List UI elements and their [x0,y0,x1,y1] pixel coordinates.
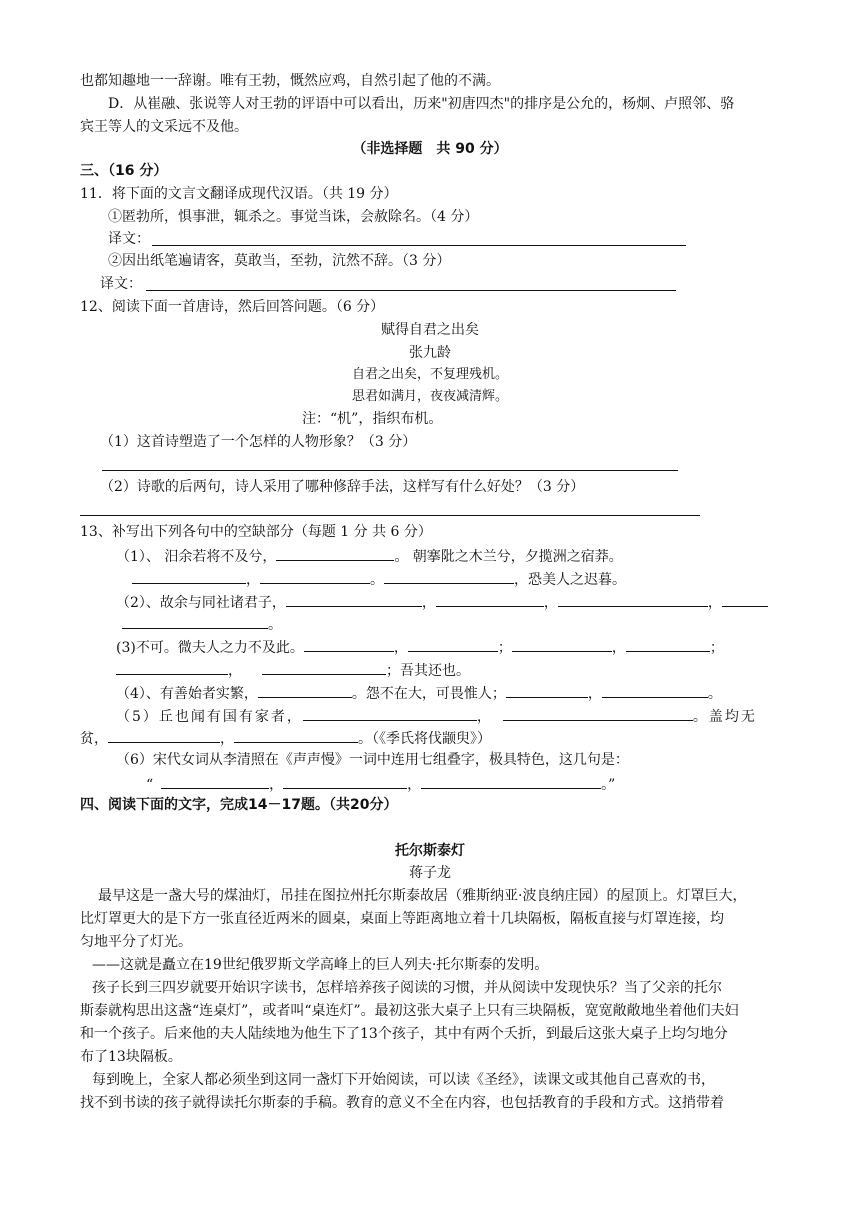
q13-item4-text-a: （4）、有善始者实繁， [116,686,258,702]
section3-title: 三、（16 分） [80,163,168,179]
article-author: 蒋子龙 [409,865,451,881]
q13-item4 [116,683,722,703]
q13-item1-line2 [132,569,626,589]
q11-answer2-label: 译文： [100,276,142,292]
q13-item1-text-b: 。 朝搴阰之木兰兮，夕揽洲之宿莽。 [394,549,623,565]
article-p1-line2: 比灯罩更大的是下方一张直径近两米的圆桌，桌面上等距离地立着十几块隔板，隔板直接与灯罩连接，均 [80,911,724,927]
punct: ， [611,640,626,656]
q13-item3-line1 [116,637,724,657]
punct: ， [543,595,558,611]
punct: 。 [370,572,384,588]
q13-blank[interactable] [286,592,422,607]
q13-blank[interactable] [503,706,693,721]
punct: “ [146,777,154,793]
q12-sub1: （1）这首诗塑造了一个怎样的人物形象？（3 分） [100,434,417,450]
punct: 。 [268,617,282,633]
option-c-tail: 也都知趣地一一辞谢。唯有王勃，慨然应鸡，自然引起了他的不满。 [80,73,500,89]
article-p3-line1: 孩子长到三四岁就要开始识字读书，怎样培养孩子阅读的习惯，并从阅读中发现快乐？当了父亲的托尔 [92,980,722,996]
article-p3-line3: 和一个孩子。后来他的夫人陆续地为他生下了13个孩子，其中有两个夭折，到最后这张大桌子上均匀地分 [80,1026,728,1042]
punct: 。 [707,686,722,702]
punct: 。” [601,777,616,793]
q13-item5-text-b: 。盖均无 [692,709,757,725]
punct: ， [228,663,242,679]
q13-item5-text-c: 贫， [80,731,108,747]
q13-item2-line2 [122,614,282,634]
q11-answer2-line[interactable] [146,290,676,291]
q13-item5-line2 [80,728,491,748]
punct: ， [421,595,436,611]
article-p3-line2: 斯泰就构思出这盏“连桌灯”，或者叫“桌连灯”。最初这张大桌子上只有三块隔板，宽宽敞敞地坐着他们夫妇 [80,1003,739,1019]
q12-sub2-answer-line[interactable] [80,515,700,516]
q13-blank[interactable] [283,774,407,789]
q13-item2-line1 [116,592,768,612]
q13-blank[interactable] [122,614,268,629]
punct: ， [269,777,284,793]
poem-note: 注：“机”，指织布机。 [302,411,443,427]
q13-item3-text: (3)不可。微夫人之力不及此。 [116,640,304,656]
q13-blank[interactable] [558,592,708,607]
q13-item6-line2 [146,774,615,794]
q13-item6-line1: （6）宋代女词从李清照在《声声慢》一词中连用七组叠字，极具特色，这几句是： [116,752,629,768]
poem-line-2: 思君如满月，夜夜减清辉。 [351,389,508,404]
q13-item1-text-c: ，恐美人之迟暮。 [514,572,626,588]
option-d-line1: D．从崔融、张说等人对王勃的评语中可以看出，历来"初唐四杰"的排序是公允的，杨炯、卢照邻、骆 [108,96,735,112]
q13-blank[interactable] [436,592,544,607]
punct: ； [497,640,512,656]
q13-blank[interactable] [421,774,601,789]
article-p4-line2: 找不到书读的孩子就得读托尔斯泰的手稿。教育的意义不全在内容，也包括教育的手段和方式。这捎带着 [80,1095,724,1111]
article-title: 托尔斯泰灯 [395,843,465,859]
q13-item1-line1 [116,546,623,566]
article-p4-line1: 每到晚上，全家人都必须坐到这同一盏灯下开始阅读，可以读《圣经》，读课文或其他自己喜欢的书， [92,1072,715,1088]
part-header: （非选择题 共 90 分） [352,141,508,157]
q11-sentence1: ①匿勃所，惧事泄，辄杀之。事觉当诛，会赦除名。（4 分） [108,209,479,225]
q13-item5-text-a: （5）丘也闻有国有家者， [116,709,303,725]
q13-item2-text: （2）、故余与同社诸君子， [116,595,286,611]
q13-blank[interactable] [108,728,220,743]
q13-blank[interactable] [234,728,358,743]
q13-blank[interactable] [258,683,352,698]
q13-item3-text-end: ；吾其还也。 [386,663,470,679]
q13-item1-text-a: （1）、 汨余若将不及兮， [116,549,277,565]
q12-sub2: （2）诗歌的后两句，诗人采用了哪种修辞手法，这样写有什么好处？（3 分） [100,479,585,495]
q13-blank[interactable] [276,546,394,561]
punct: ， [407,777,422,793]
q12-sub1-answer-line[interactable] [102,470,678,471]
article-p1-line1: 最早这是一盏大号的煤油灯，吊挂在图拉州托尔斯泰故居（雅斯纳亚·波良纳庄园）的屋顶上。灯罩巨大， [98,888,747,904]
q13-blank[interactable] [304,637,394,652]
q13-blank[interactable] [132,569,246,584]
poem-line-1: 自君之出矣，不复理残机。 [351,367,508,382]
q13-blank[interactable] [408,637,498,652]
q13-blank[interactable] [161,774,269,789]
q13-blank[interactable] [722,592,768,607]
q13-blank[interactable] [116,660,228,675]
q13-blank[interactable] [262,660,386,675]
q11-answer1-line[interactable] [152,245,686,246]
punct: ， [707,595,722,611]
section4-title: 四、阅读下面的文字，完成14－17题。（共20分） [80,797,398,813]
punct: ， [476,709,493,725]
q13-item5-line1 [116,706,757,726]
punct: ， [220,731,234,747]
q12-stem: 12、阅读下面一首唐诗，然后回答问题。（6 分） [80,299,385,315]
q13-item5-text-d: 。（《季氏将伐颛臾》） [358,731,491,747]
article-p1-line3: 匀地平分了灯光。 [80,934,192,950]
q13-blank[interactable] [303,706,477,721]
q13-blank[interactable] [602,683,708,698]
q13-stem: 13、补写出下列各句中的空缺部分（每题 1 分 共 6 分） [80,524,432,540]
punct: ， [246,572,260,588]
q11-answer1-label: 译文： [108,231,150,247]
q13-item4-text-b: 。怨不在大，可畏惟人； [351,686,506,702]
q13-blank[interactable] [506,683,588,698]
poem-author: 张九龄 [409,345,451,361]
q11-sentence2: ②因出纸笔遍请客，莫敢当，至勃，沆然不辞。（3 分） [108,253,451,269]
q13-blank[interactable] [260,569,370,584]
q13-blank[interactable] [626,637,710,652]
punct: ， [393,640,408,656]
q13-blank[interactable] [384,569,514,584]
article-p3-line4: 布了13块隔板。 [80,1049,182,1065]
article-p2: ——这就是矗立在19世纪俄罗斯文学高峰上的巨人列夫·托尔斯泰的发明。 [92,957,549,973]
punct: ， [587,686,602,702]
option-d-line2: 宾王等人的文采远不及他。 [80,119,248,135]
poem-title: 赋得自君之出矣 [381,322,479,338]
q11-stem: 11．将下面的文言文翻译成现代汉语。（共 19 分） [80,186,398,202]
q13-item3-line2 [116,660,470,680]
q13-blank[interactable] [512,637,612,652]
punct: ； [709,640,724,656]
